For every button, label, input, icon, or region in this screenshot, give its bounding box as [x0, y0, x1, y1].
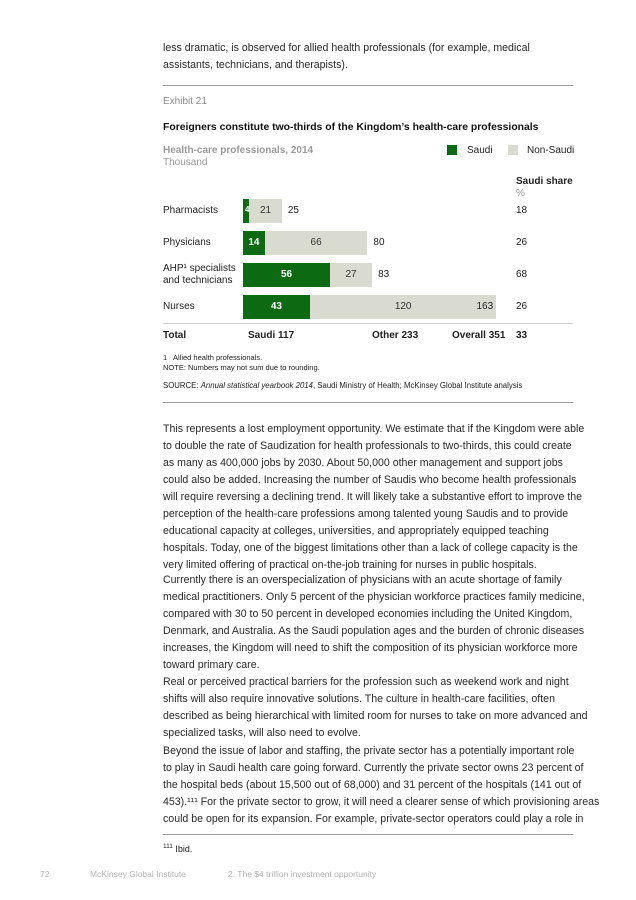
saudi-share-value: 68	[516, 269, 528, 280]
paragraph-line: to double the rate of Saudization for health professionals to two-thirds, this could create	[163, 440, 572, 452]
paragraph-line: increases, the Kingdom will need to shift the composition of its physician workforce more	[163, 642, 578, 654]
bar-total-label: 25	[287, 205, 299, 216]
bar-label-non-saudi: 27	[345, 269, 357, 280]
page-number: 72	[40, 869, 50, 879]
category-label-line: Nurses	[163, 301, 195, 312]
chart-subtitle: Health-care professionals, 2014	[163, 145, 314, 156]
paragraph-line: hospitals. Today, one of the biggest limitations other than a lack of college capacity is the	[163, 542, 578, 554]
footer-chapter: 2. The $4 trillion investment opportunity	[228, 869, 377, 879]
category-label	[163, 301, 195, 313]
chart-title: Foreigners constitute two-thirds of the Kingdom’s health-care professionals	[163, 122, 539, 133]
paragraph-line: Denmark, and Australia. As the Saudi population ages and the burden of chronic diseases	[163, 625, 585, 637]
totals-other: Other 233	[372, 330, 419, 341]
bar-label-non-saudi: 21	[259, 205, 272, 216]
totals-share: 33	[516, 330, 528, 341]
footer-publisher: McKinsey Global Institute	[90, 869, 186, 879]
body-paragraph	[163, 743, 600, 828]
exhibit-label: Exhibit 21	[163, 96, 207, 107]
bar-total-label: 80	[373, 237, 385, 248]
saudi-share-value: 18	[516, 205, 528, 216]
page-footnote	[163, 843, 192, 854]
paragraph-line: described as being hierarchical with limited room for nurses to take on more advanced and	[163, 710, 588, 722]
category-label-line: Physicians	[163, 237, 211, 248]
category-label-line: AHP¹ specialists	[163, 263, 236, 274]
legend-swatch-saudi	[447, 145, 457, 155]
bar-label-non-saudi: 120	[394, 301, 412, 312]
saudi-share-value: 26	[516, 301, 528, 312]
paragraph-line: as many as 400,000 jobs by 2030. About 50,000 other management and support jobs	[163, 457, 563, 469]
category-label	[163, 237, 211, 249]
paragraph-line: specialized tasks, will also need to evolve.	[163, 727, 361, 739]
chart-note: NOTE: Numbers may not sum due to rounding.	[163, 363, 320, 372]
source-prefix: SOURCE:	[163, 381, 201, 390]
paragraph-line: could also be added. Increasing the number of Saudis who become health professionals	[163, 474, 577, 486]
body-paragraph	[163, 572, 583, 674]
bar-label-saudi: 4	[245, 205, 250, 214]
totals-overall: Overall 351	[452, 330, 506, 341]
paragraph-line: could be open for its expansion. For example, private-sector operators could play a role in	[163, 813, 584, 825]
paragraph-line: Beyond the issue of labor and staffing, the private sector has a potentially important role	[163, 745, 575, 757]
paragraph-line: perception of the health-care professions among talented young Saudis and to provide	[163, 508, 569, 520]
paragraph-line: medical practitioners. Only 5 percent of the physician workforce practices family medicine,	[163, 591, 585, 603]
paragraph-line: Currently there is an overspecialization of physicians with an acute shortage of family	[163, 574, 562, 586]
paragraph-line: very limited offering of practical on-the-job training for nurses in public hospitals.	[163, 559, 537, 571]
category-label-line: Pharmacists	[163, 205, 219, 216]
bar-label-saudi: 43	[270, 301, 282, 312]
legend-label-saudi: Saudi	[467, 145, 493, 156]
share-unit: %	[516, 188, 525, 199]
paragraph-line: 453).¹¹¹ For the private sector to grow, it will need a clearer sense of which provisioning areas	[163, 796, 600, 808]
chart-source	[163, 381, 522, 390]
paragraph-line: shifts will also require innovative solutions. The culture in health-care facilities, often	[163, 693, 555, 705]
body-paragraph	[163, 421, 583, 574]
bar-label-saudi: 56	[280, 269, 293, 280]
bar-total-label: 83	[378, 269, 390, 280]
legend-label-non-saudi: Non-Saudi	[527, 145, 575, 156]
category-label-line: and technicians	[163, 275, 233, 286]
footnote-marker: 111	[163, 843, 173, 850]
exhibit-top-rule	[163, 85, 573, 86]
totals-rule	[163, 323, 573, 324]
paragraph-line: This represents a lost employment opportunity. We estimate that if the Kingdom were able	[163, 423, 585, 435]
paragraph-line: toward primary care.	[163, 659, 260, 671]
paragraph-line: will require reversing a declining trend. It will likely take a substantive effort to improve the	[163, 491, 583, 503]
paragraph-line: compared with 30 to 50 percent in developed economies including the United Kingdom,	[163, 608, 573, 620]
footnote-rule	[163, 834, 573, 835]
totals-saudi: Saudi 117	[248, 330, 295, 341]
bar-total-label: 163	[476, 301, 494, 312]
paragraph-line: to play in Saudi health care going forward. Currently the private sector owns 23 percent of	[163, 762, 584, 774]
paragraph-line: educational capacity at colleges, universities, and appropriately equipped teaching	[163, 525, 549, 537]
legend-swatch-non-saudi	[508, 145, 518, 155]
exhibit-bottom-rule	[163, 402, 573, 403]
source-title: Annual statistical yearbook 2014	[200, 381, 313, 390]
category-label	[163, 263, 236, 287]
source-rest: , Saudi Ministry of Health; McKinsey Global Institute analysis	[312, 381, 523, 390]
bar-label-saudi: 14	[248, 237, 260, 248]
chart-unit: Thousand	[163, 157, 208, 168]
totals-label: Total	[163, 330, 187, 341]
paragraph-line: the hospital beds (about 15,500 out of 68,000) and 31 percent of the hospitals (141 out of	[163, 779, 582, 791]
category-label	[163, 205, 218, 217]
body-paragraph	[163, 674, 588, 742]
bar-label-non-saudi: 66	[310, 237, 322, 248]
paragraph-line: Real or perceived practical barriers for the profession such as weekend work and night	[163, 676, 569, 688]
intro-paragraph: less dramatic, is observed for allied health professionals (for example, medical assistants, technicians, and therapists).	[163, 42, 530, 71]
footnote-text: Ibid.	[175, 844, 193, 854]
saudi-share-value: 26	[516, 237, 528, 248]
chart-footnote: 1 Allied health professionals.	[163, 353, 263, 362]
share-header: Saudi share	[516, 176, 573, 187]
